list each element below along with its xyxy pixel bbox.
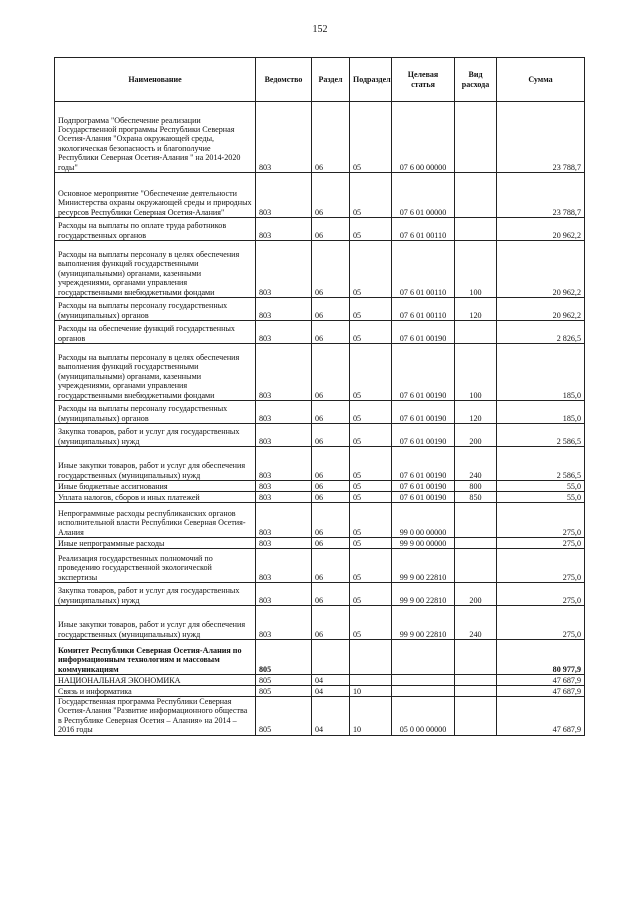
header-expense-type: Вид расхода [455, 58, 497, 102]
row-expense-type: 100 [455, 241, 497, 298]
row-section: 06 [312, 344, 350, 401]
row-department: 803 [256, 503, 312, 538]
row-target-article: 07 6 01 00110 [392, 241, 455, 298]
row-expense-type: 200 [455, 424, 497, 447]
row-name: Закупка товаров, работ и услуг для государственных (муниципальных) нужд [55, 424, 256, 447]
row-department: 803 [256, 102, 312, 173]
row-expense-type [455, 503, 497, 538]
header-sum: Сумма [497, 58, 585, 102]
row-target-article: 07 6 01 00190 [392, 344, 455, 401]
row-target-article: 07 6 01 00000 [392, 173, 455, 218]
row-expense-type [455, 675, 497, 686]
row-target-article [392, 675, 455, 686]
row-department: 803 [256, 492, 312, 503]
table-row [55, 583, 585, 606]
row-subsection [350, 640, 392, 675]
row-expense-type [455, 538, 497, 549]
row-section: 06 [312, 321, 350, 344]
row-department: 803 [256, 424, 312, 447]
row-sum: 20 962,2 [497, 241, 585, 298]
row-target-article: 07 6 01 00190 [392, 321, 455, 344]
row-subsection: 05 [350, 321, 392, 344]
row-subsection: 10 [350, 686, 392, 697]
row-name: Государственная программа Республики Северная Осетия-Алания "Развитие информационного общества в Республике Северная Осетия – Алания» на 2014 – 2016 годы [55, 697, 256, 736]
row-expense-type: 850 [455, 492, 497, 503]
row-expense-type: 120 [455, 401, 497, 424]
header-podrazdel: Подраздел [350, 58, 392, 102]
row-target-article: 05 0 00 00000 [392, 697, 455, 736]
row-sum: 2 586,5 [497, 447, 585, 481]
row-sum: 275,0 [497, 538, 585, 549]
row-target-article: 07 6 01 00110 [392, 298, 455, 321]
table-row [55, 606, 585, 640]
row-section: 06 [312, 606, 350, 640]
row-name: Связь и информатика [55, 686, 256, 697]
row-section: 06 [312, 173, 350, 218]
header-name: Наименование [55, 58, 256, 102]
row-subsection: 05 [350, 503, 392, 538]
row-sum: 275,0 [497, 606, 585, 640]
row-sum: 47 687,9 [497, 686, 585, 697]
table-row [55, 549, 585, 583]
row-sum: 185,0 [497, 401, 585, 424]
table-row [55, 538, 585, 549]
row-name: Иные непрограммные расходы [55, 538, 256, 549]
row-target-article: 99 9 00 22810 [392, 606, 455, 640]
table-row [55, 675, 585, 686]
row-section: 06 [312, 538, 350, 549]
row-name: Иные закупки товаров, работ и услуг для обеспечения государственных (муниципальных) нужд [55, 606, 256, 640]
row-section: 06 [312, 481, 350, 492]
row-sum: 23 788,7 [497, 102, 585, 173]
table-row [55, 401, 585, 424]
row-sum: 80 977,9 [497, 640, 585, 675]
table-row [55, 102, 585, 173]
row-expense-type [455, 102, 497, 173]
table-row [55, 424, 585, 447]
table-row [55, 321, 585, 344]
row-section: 06 [312, 241, 350, 298]
row-subsection: 05 [350, 173, 392, 218]
row-department: 805 [256, 675, 312, 686]
row-subsection: 05 [350, 218, 392, 241]
row-name: Непрограммные расходы республиканских органов исполнительной власти Республики Северная Осетия-Алания [55, 503, 256, 538]
row-expense-type [455, 218, 497, 241]
table-body [55, 102, 585, 736]
row-department: 803 [256, 549, 312, 583]
row-department: 805 [256, 697, 312, 736]
row-subsection: 05 [350, 583, 392, 606]
row-subsection: 05 [350, 102, 392, 173]
row-sum: 275,0 [497, 503, 585, 538]
row-department: 805 [256, 686, 312, 697]
page-number: 152 [312, 24, 328, 35]
row-subsection: 05 [350, 401, 392, 424]
row-subsection: 05 [350, 344, 392, 401]
table-row [55, 298, 585, 321]
row-name: Подпрограмма "Обеспечение реализации Государственной программы Республики Северная Осетия-Алания "Охрана окружающей среды, экологическая безопасность и благополучие Республики Северная Осетия-Алания " на 2014-2020 годы" [55, 102, 256, 173]
row-department: 803 [256, 298, 312, 321]
row-name: Иные бюджетные ассигнования [55, 481, 256, 492]
row-sum: 23 788,7 [497, 173, 585, 218]
row-department: 803 [256, 241, 312, 298]
row-expense-type: 240 [455, 606, 497, 640]
row-department: 805 [256, 640, 312, 675]
row-department: 803 [256, 606, 312, 640]
row-name: Расходы на выплаты по оплате труда работников государственных органов [55, 218, 256, 241]
row-department: 803 [256, 344, 312, 401]
row-section [312, 640, 350, 675]
row-section: 06 [312, 503, 350, 538]
row-name: Расходы на выплаты персоналу в целях обеспечения выполнения функций государственными (муниципальными) органами, казенными учреждениями, органами управления государственными внебюджетными фондами [55, 241, 256, 298]
row-section: 06 [312, 218, 350, 241]
table-row [55, 492, 585, 503]
row-department: 803 [256, 538, 312, 549]
table-row [55, 640, 585, 675]
row-expense-type [455, 173, 497, 218]
row-sum: 2 826,5 [497, 321, 585, 344]
row-name: Уплата налогов, сборов и иных платежей [55, 492, 256, 503]
row-target-article: 07 6 00 00000 [392, 102, 455, 173]
table-row [55, 503, 585, 538]
table-row [55, 686, 585, 697]
row-subsection: 05 [350, 538, 392, 549]
table-header-row [55, 58, 585, 102]
row-sum: 20 962,2 [497, 298, 585, 321]
row-department: 803 [256, 447, 312, 481]
table-row [55, 344, 585, 401]
row-subsection: 05 [350, 606, 392, 640]
row-department: 803 [256, 583, 312, 606]
row-name: НАЦИОНАЛЬНАЯ ЭКОНОМИКА [55, 675, 256, 686]
row-name: Реализация государственных полномочий по проведению государственной экологической экспертизы [55, 549, 256, 583]
row-name: Комитет Республики Северная Осетия-Алания по информационным технологиям и массовым коммуникациям [55, 640, 256, 675]
row-sum: 55,0 [497, 481, 585, 492]
row-expense-type [455, 686, 497, 697]
row-subsection [350, 675, 392, 686]
table-row [55, 218, 585, 241]
table-row [55, 173, 585, 218]
row-target-article: 99 9 00 00000 [392, 538, 455, 549]
row-section: 06 [312, 102, 350, 173]
row-subsection: 05 [350, 549, 392, 583]
row-name: Закупка товаров, работ и услуг для государственных (муниципальных) нужд [55, 583, 256, 606]
row-name: Расходы на обеспечение функций государственных органов [55, 321, 256, 344]
table-row [55, 697, 585, 736]
budget-table [54, 57, 585, 736]
row-name: Расходы на выплаты персоналу государственных (муниципальных) органов [55, 401, 256, 424]
row-name: Расходы на выплаты персоналу государственных (муниципальных) органов [55, 298, 256, 321]
row-subsection: 05 [350, 447, 392, 481]
row-sum: 55,0 [497, 492, 585, 503]
row-target-article: 07 6 01 00190 [392, 492, 455, 503]
row-target-article: 07 6 01 00190 [392, 401, 455, 424]
row-expense-type: 100 [455, 344, 497, 401]
row-subsection: 05 [350, 481, 392, 492]
row-target-article: 07 6 01 00190 [392, 447, 455, 481]
row-sum: 2 586,5 [497, 424, 585, 447]
row-sum: 47 687,9 [497, 697, 585, 736]
row-section: 04 [312, 686, 350, 697]
row-subsection: 05 [350, 241, 392, 298]
row-subsection: 05 [350, 424, 392, 447]
row-sum: 20 962,2 [497, 218, 585, 241]
row-section: 06 [312, 492, 350, 503]
row-expense-type: 200 [455, 583, 497, 606]
row-expense-type [455, 549, 497, 583]
row-department: 803 [256, 401, 312, 424]
row-name: Иные закупки товаров, работ и услуг для обеспечения государственных (муниципальных) нужд [55, 447, 256, 481]
row-section: 04 [312, 697, 350, 736]
table-row [55, 481, 585, 492]
row-target-article [392, 686, 455, 697]
row-sum: 275,0 [497, 549, 585, 583]
row-section: 06 [312, 401, 350, 424]
row-sum: 47 687,9 [497, 675, 585, 686]
row-department: 803 [256, 321, 312, 344]
row-section: 06 [312, 298, 350, 321]
row-expense-type: 800 [455, 481, 497, 492]
header-target-article: Целевая статья [392, 58, 455, 102]
row-target-article: 07 6 01 00190 [392, 424, 455, 447]
row-subsection: 05 [350, 298, 392, 321]
row-section: 06 [312, 424, 350, 447]
row-target-article: 07 6 01 00110 [392, 218, 455, 241]
row-expense-type: 240 [455, 447, 497, 481]
row-sum: 185,0 [497, 344, 585, 401]
row-section: 04 [312, 675, 350, 686]
row-department: 803 [256, 173, 312, 218]
row-name: Основное мероприятие "Обеспечение деятельности Министерства охраны окружающей среды и природных ресурсов Республики Северная Осетия-Алания" [55, 173, 256, 218]
row-expense-type [455, 640, 497, 675]
row-target-article [392, 640, 455, 675]
row-section: 06 [312, 447, 350, 481]
row-subsection: 10 [350, 697, 392, 736]
row-sum: 275,0 [497, 583, 585, 606]
header-razdel: Раздел [312, 58, 350, 102]
row-section: 06 [312, 583, 350, 606]
row-target-article: 99 9 00 22810 [392, 549, 455, 583]
row-target-article: 07 6 01 00190 [392, 481, 455, 492]
row-department: 803 [256, 481, 312, 492]
row-expense-type [455, 321, 497, 344]
table-row [55, 241, 585, 298]
row-target-article: 99 9 00 22810 [392, 583, 455, 606]
row-department: 803 [256, 218, 312, 241]
row-target-article: 99 0 00 00000 [392, 503, 455, 538]
row-section: 06 [312, 549, 350, 583]
header-ved: Ведомство [256, 58, 312, 102]
row-name: Расходы на выплаты персоналу в целях обеспечения выполнения функций государственными (муниципальными) органами, казенными учреждениями, органами управления государственными внебюджетными фондами [55, 344, 256, 401]
row-subsection: 05 [350, 492, 392, 503]
table-row [55, 447, 585, 481]
row-expense-type: 120 [455, 298, 497, 321]
row-expense-type [455, 697, 497, 736]
